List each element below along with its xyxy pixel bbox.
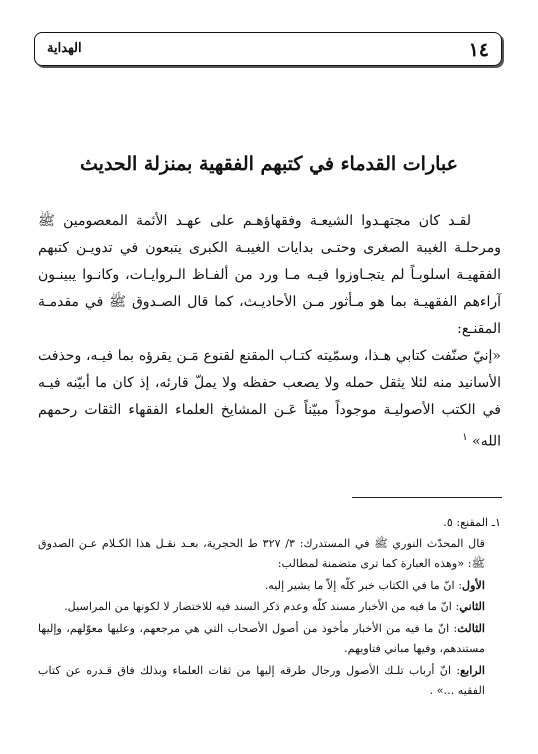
point-2-text: : انّ ما فيه من الأخبار مسند كلّه وعدم ذكر السند فيه للاختصار لا لكونها من المراسيل. <box>64 600 460 613</box>
point-3-text: : انّ ما فيه من الأخبار مأخوذ من أصول الأصحاب التي هي مرجعهم، وعليها معوّلهم، وإليها مستندهم، وفيها مباني فتاويهم. <box>38 621 485 655</box>
quote-paragraph <box>38 343 501 456</box>
point-4-text: : انّ أرباب تلـك الأصول ورجال طرقه إليها من ثقات العلماء وبذلك فاق قـدره عن كتاب الفقيه ...» . <box>38 663 485 697</box>
point-4-label: الرابع <box>460 662 485 677</box>
point-3-label: الثالث <box>457 620 485 635</box>
footnote-point-3 <box>38 618 501 660</box>
book-title: الهداية <box>47 41 82 56</box>
intro-paragraph: لقـد كان مجتهـدوا الشيعـة وفقهاؤهـم على عهـد الأئمة المعصومين ﷺ ومرحلـة الغيبة الصغرى وحتـى بدايات الغيبـة الكبرى يتبعون في تدويـن كتبهم الفقهيـة اسلوبـاً لم يتجـاوزوا فيـه مـا ورد من ألفـاظ الـروايـات، وكانـوا يبينـون آراءهم الفقهيـة بما هو مـأثور مـن الأحاديـث، كما قال الصـدوق ﷺ في مقدمـة المقنـع: <box>38 213 501 337</box>
point-1-text: : انّ ما في الكتاب خبر كلّه إلاّ ما يشير إليه. <box>264 578 462 592</box>
main-text <box>38 208 501 456</box>
page-number: ١٤ <box>468 39 489 61</box>
footnote-source: ١ـ المقنع: ٥. <box>443 516 501 529</box>
footnote-reference: ١ <box>462 432 468 443</box>
footnote-point-1 <box>38 575 501 597</box>
chapter-title: عبارات القدماء في كتبهم الفقهية بمنزلة الحديث <box>80 153 458 175</box>
point-1-label: الأول <box>461 577 485 592</box>
footnote-point-4 <box>38 660 501 702</box>
footnote-quote-intro: قال المحدّث النوري ﷺ في المستدرك: ٣/ ٣٢٧ ط الحجرية، بعـد نقـل هذا الكـلام عـن الصدوق ﷺ: «وهذه العبارة كما ترى متضمنة لمطالب: <box>38 536 486 570</box>
footnote-divider <box>352 497 502 498</box>
footnotes <box>38 513 501 702</box>
quote-text: «إنيّ صنّفت كتابي هـذا، وسمّيته كتـاب المقنع لقنوع مَـن يقرؤه بما فيـه، وحذفت الأسانيد منه لئلا يثقل حمله ولا يصعب حفظه ولا يملّ قارئه، إذ كان ما أبيّنه فيـه في الكتب الأصوليـة موجوداً مبيّناً عَـن المشايخ العلماء الفقهاء الثقات رحمهم الله» <box>38 348 501 450</box>
running-header <box>34 32 502 66</box>
point-2-label: الثاني <box>459 599 485 613</box>
footnote-point-2 <box>38 596 501 618</box>
